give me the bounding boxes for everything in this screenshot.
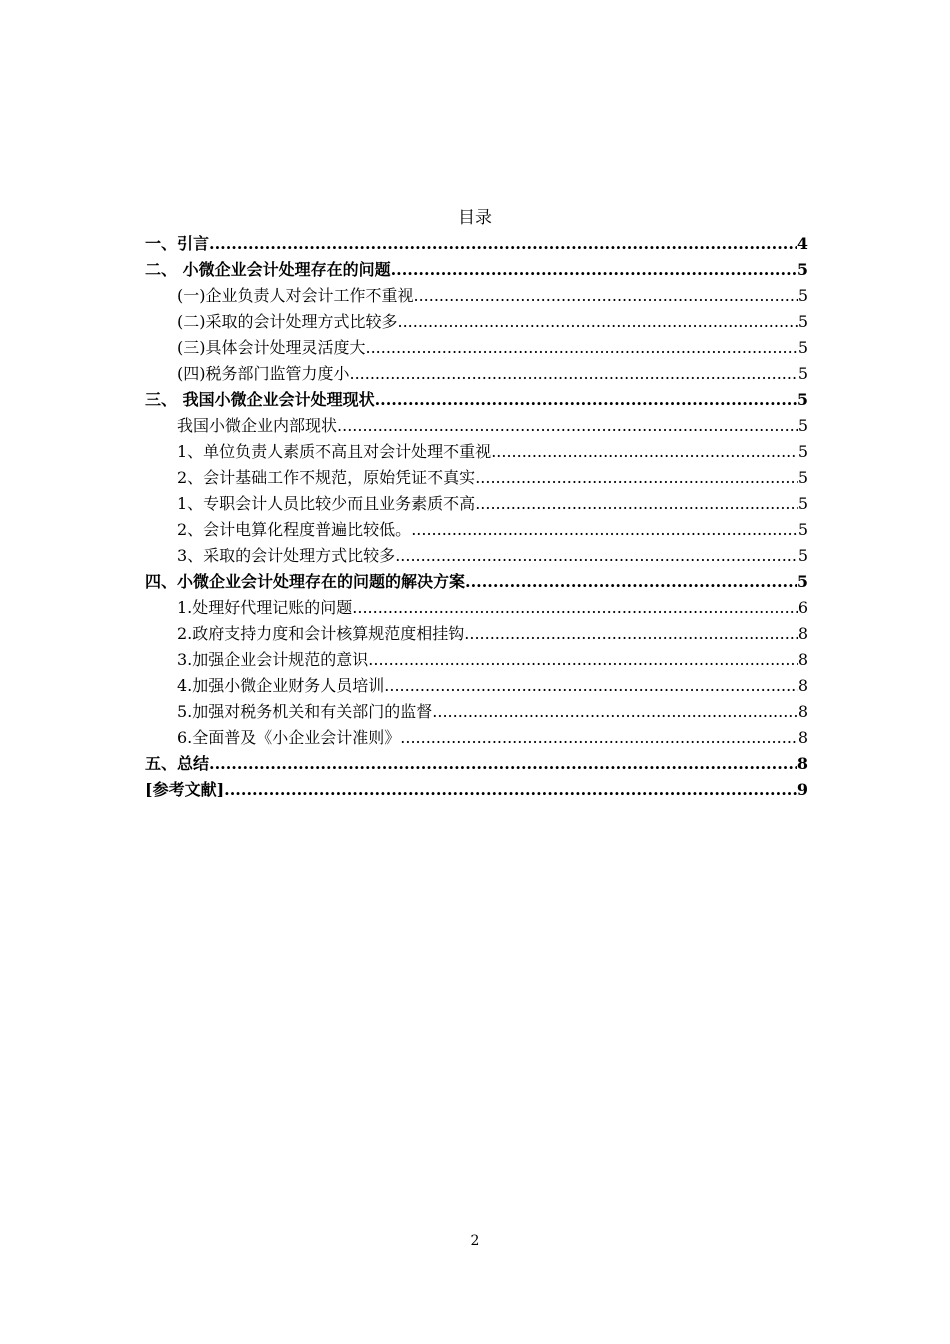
toc-entry[interactable] — [145, 335, 808, 361]
toc-entry[interactable] — [145, 725, 808, 751]
toc-entry-page: 8 — [797, 702, 808, 721]
toc-entry-text: 二、 小微企业会计处理存在的问题 — [145, 260, 391, 279]
toc-entry-page: 5 — [797, 520, 808, 539]
toc-entry-page: 4 — [796, 234, 808, 253]
toc-entry[interactable] — [145, 231, 808, 257]
toc-entry[interactable] — [145, 595, 808, 621]
page-number: 2 — [470, 1233, 480, 1249]
toc-entry[interactable] — [145, 309, 808, 335]
toc-entry-text: 五、总结 — [145, 754, 210, 773]
toc-leader-dots — [384, 673, 798, 699]
toc-entry-text: 4.加强小微企业财务人员培训 — [177, 676, 385, 695]
toc-entry-page: 5 — [797, 416, 808, 435]
toc-entry-text: 一、引言 — [145, 234, 210, 253]
toc-entry-text: 1、专职会计人员比较少而且业务素质不高 — [177, 494, 476, 513]
table-of-contents — [145, 231, 808, 803]
toc-entry-page: 5 — [796, 572, 808, 591]
toc-entry-page: 5 — [797, 494, 808, 513]
toc-entry-text: (三)具体会计处理灵活度大 — [177, 338, 366, 357]
toc-entry[interactable] — [145, 283, 808, 309]
toc-entry-page: 5 — [797, 286, 808, 305]
toc-entry[interactable] — [145, 647, 808, 673]
toc-entry[interactable] — [145, 777, 808, 803]
toc-entry-text: 2、会计基础工作不规范，原始凭证不真实 — [177, 468, 476, 487]
toc-leader-dots — [209, 751, 797, 777]
toc-entry-page: 8 — [796, 754, 808, 773]
toc-entry[interactable] — [145, 257, 808, 283]
toc-entry-text: 1、单位负责人素质不高且对会计处理不重视 — [177, 442, 492, 461]
toc-entry[interactable] — [145, 387, 808, 413]
toc-entry-page: 5 — [797, 364, 808, 383]
toc-leader-dots — [209, 231, 797, 257]
toc-entry-text: 6.全面普及《小企业会计准则》 — [177, 728, 401, 747]
toc-entry[interactable] — [145, 543, 808, 569]
toc-entry[interactable] — [145, 751, 808, 777]
toc-leader-dots — [366, 335, 798, 361]
toc-entry-page: 8 — [797, 728, 808, 747]
toc-entry-text: (二)采取的会计处理方式比较多 — [177, 312, 398, 331]
toc-entry-text: 四、小微企业会计处理存在的问题的解决方案 — [145, 572, 466, 591]
toc-leader-dots — [350, 361, 798, 387]
toc-entry-text: 我国小微企业内部现状 — [177, 416, 338, 435]
toc-entry[interactable] — [145, 361, 808, 387]
toc-entry-page: 5 — [797, 442, 808, 461]
toc-leader-dots — [368, 647, 798, 673]
toc-entry-page: 5 — [797, 338, 808, 357]
toc-entry-text: 2、会计电算化程度普遍比较低。 — [177, 520, 412, 539]
toc-entry[interactable] — [145, 465, 808, 491]
toc-leader-dots — [491, 439, 798, 465]
toc-entry-text: 2.政府支持力度和会计核算规范度相挂钩 — [177, 624, 465, 643]
toc-entry-text: 3、采取的会计处理方式比较多 — [177, 546, 396, 565]
toc-entry-page: 6 — [797, 598, 808, 617]
toc-entry-page: 5 — [796, 260, 808, 279]
toc-leader-dots — [395, 543, 798, 569]
toc-leader-dots — [411, 517, 798, 543]
toc-leader-dots — [352, 595, 798, 621]
toc-entry[interactable] — [145, 413, 808, 439]
toc-leader-dots — [475, 491, 798, 517]
toc-entry-page: 8 — [797, 650, 808, 669]
toc-leader-dots — [391, 257, 797, 283]
toc-entry-text: 3.加强企业会计规范的意识 — [177, 650, 369, 669]
toc-entry[interactable] — [145, 491, 808, 517]
toc-entry-page: 5 — [797, 546, 808, 565]
toc-leader-dots — [375, 387, 797, 413]
toc-entry-page: 9 — [796, 780, 808, 799]
toc-leader-dots — [398, 309, 798, 335]
toc-leader-dots — [400, 725, 798, 751]
toc-leader-dots — [432, 699, 798, 725]
toc-leader-dots — [475, 465, 798, 491]
toc-entry[interactable] — [145, 673, 808, 699]
toc-entry-page: 8 — [797, 624, 808, 643]
toc-entry[interactable] — [145, 699, 808, 725]
toc-entry-text: 5.加强对税务机关和有关部门的监督 — [177, 702, 433, 721]
toc-title: 目录 — [458, 208, 492, 228]
toc-entry-page: 5 — [797, 468, 808, 487]
toc-entry[interactable] — [145, 569, 808, 595]
toc-leader-dots — [414, 283, 798, 309]
toc-entry-text: [参考文献] — [145, 780, 225, 799]
toc-entry[interactable] — [145, 621, 808, 647]
toc-leader-dots — [337, 413, 798, 439]
toc-leader-dots — [465, 569, 797, 595]
toc-entry-page: 5 — [797, 312, 808, 331]
toc-entry-text: 1.处理好代理记账的问题 — [177, 598, 353, 617]
toc-leader-dots — [224, 777, 797, 803]
toc-entry-text: (四)税务部门监管力度小 — [177, 364, 350, 383]
toc-entry-text: 三、 我国小微企业会计处理现状 — [145, 390, 375, 409]
toc-entry[interactable] — [145, 439, 808, 465]
toc-leader-dots — [464, 621, 798, 647]
toc-entry[interactable] — [145, 517, 808, 543]
toc-entry-page: 5 — [796, 390, 808, 409]
toc-entry-page: 8 — [797, 676, 808, 695]
toc-entry-text: (一)企业负责人对会计工作不重视 — [177, 286, 414, 305]
